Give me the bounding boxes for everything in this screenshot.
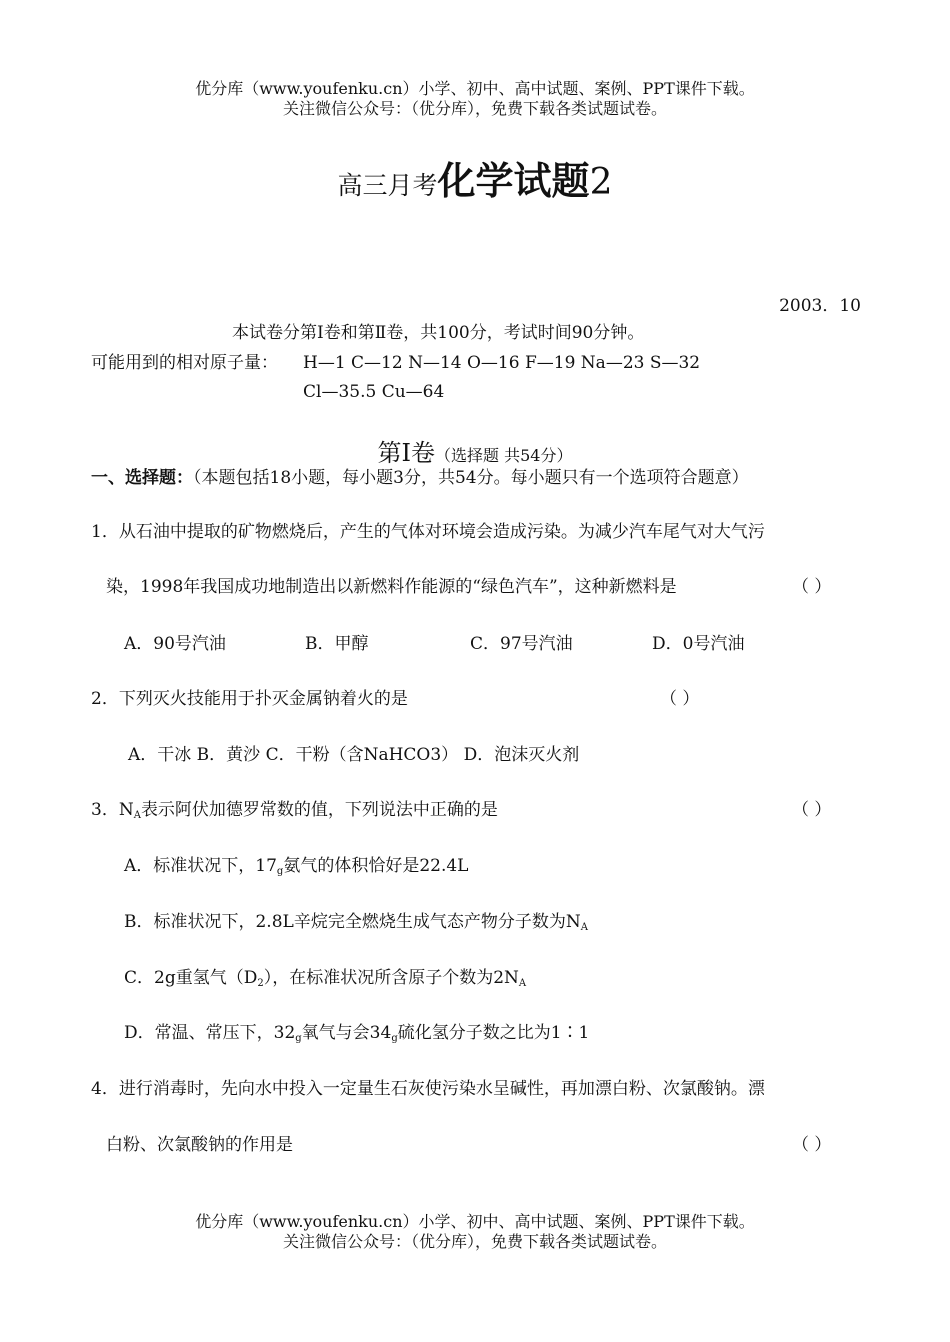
question-1-answer-blank: （ ） [792,577,832,597]
q3-a-sub: g [276,866,284,877]
q3-c-pre: C．2g重氢气（D [124,968,258,988]
q3-c-mid: ），在标准状况所含原子个数为2N [263,968,519,988]
q3-d-post: 硫化氢分子数之比为1∶1 [397,1023,590,1043]
header-line-1: 优分库（www.youfenku.cn）小学、初中、高中试题、案例、PPT课件下载。 [195,79,755,98]
page-title [0,150,950,205]
question-1-line-2: 染，1998年我国成功地制造出以新燃料作能源的“绿色汽车”，这种新燃料是 [106,577,677,597]
title-number: 2 [589,162,613,203]
question-1-option-c: C．97号汽油 [470,634,573,654]
q3-a-pre: A．标准状况下，17 [124,856,277,876]
header-line-2: 关注微信公众号：（优分库），免费下载各类试题试卷。 [282,99,667,118]
q3-b-sub: A [580,922,588,933]
section-title-sub: （选择题 共54分） [435,446,573,465]
atomic-mass-line-2: Cl—35.5 Cu—64 [303,382,445,402]
intro-line: 本试卷分第Ⅰ卷和第Ⅱ卷，共100分，考试时间90分钟。 [232,323,645,343]
question-3-stem [91,798,498,828]
q3-c-sub-1: 2 [257,978,264,989]
exam-date: 2003．10 [779,296,861,316]
question-3-stem-pre: 3．N [91,800,134,820]
q3-d-sub-1: g [295,1033,302,1044]
question-2-answer-blank: （ ） [660,689,700,709]
question-4-line-2: 白粉、次氯酸钠的作用是 [106,1135,293,1155]
q3-d-pre: D．常温、常压下，32 [124,1023,296,1043]
q3-d-mid: 氧气与会34 [301,1023,392,1043]
question-3-stem-post: 表示阿伏加德罗常数的值，下列说法中正确的是 [140,800,498,820]
q3-b-pre: B．标准状况下，2.8L辛烷完全燃烧生成气态产物分子数为N [124,912,581,932]
section-heading-bold: 一、选择题： [91,468,193,488]
question-3-answer-blank: （ ） [792,800,832,820]
section-heading [91,466,749,490]
question-1-line-1: 1．从石油中提取的矿物燃烧后，产生的气体对环境会造成污染。为减少汽车尾气对大气污 [91,522,765,542]
question-1-option-b: B．甲醇 [305,634,369,654]
question-4-line-1: 4．进行消毒时，先向水中投入一定量生石灰使污染水呈碱性，再加漂白粉、次氯酸钠。漂 [91,1079,765,1099]
question-3-stem-sub: A [133,810,141,821]
section-title [0,433,950,468]
question-3-option-c [124,966,526,996]
question-1-option-d: D．0号汽油 [652,634,745,654]
title-prefix: 高三月考 [337,171,438,200]
section-heading-rest: （本题包括18小题，每小题3分，共54分。每小题只有一个选项符合题意） [193,468,749,488]
question-2-options: A．干冰 B．黄沙 C．干粉（含NaHCO3） D．泡沫灭火剂 [128,745,580,765]
atomic-mass-line-1: H—1 C—12 N—14 O—16 F—19 Na—23 S—32 [303,353,701,373]
q3-a-post: 氨气的体积恰好是22.4L [283,856,469,876]
question-3-option-d [124,1021,589,1051]
title-main: 化学试题 [437,158,590,203]
footer-line-2: 关注微信公众号：（优分库），免费下载各类试题试卷。 [282,1232,667,1251]
footer-line-1: 优分库（www.youfenku.cn）小学、初中、高中试题、案例、PPT课件下载。 [195,1212,755,1231]
question-3-option-b [124,910,588,940]
question-2-stem: 2．下列灭火技能用于扑灭金属钠着火的是 [91,689,408,709]
q3-c-sub-2: A [518,978,527,989]
q3-d-sub-2: g [391,1033,398,1044]
question-4-answer-blank: （ ） [792,1135,832,1155]
section-title-main: 第Ⅰ卷 [377,439,436,467]
question-3-option-a [124,854,468,884]
question-1-option-a: A．90号汽油 [124,634,226,654]
atomic-mass-label: 可能用到的相对原子量： [91,353,278,373]
